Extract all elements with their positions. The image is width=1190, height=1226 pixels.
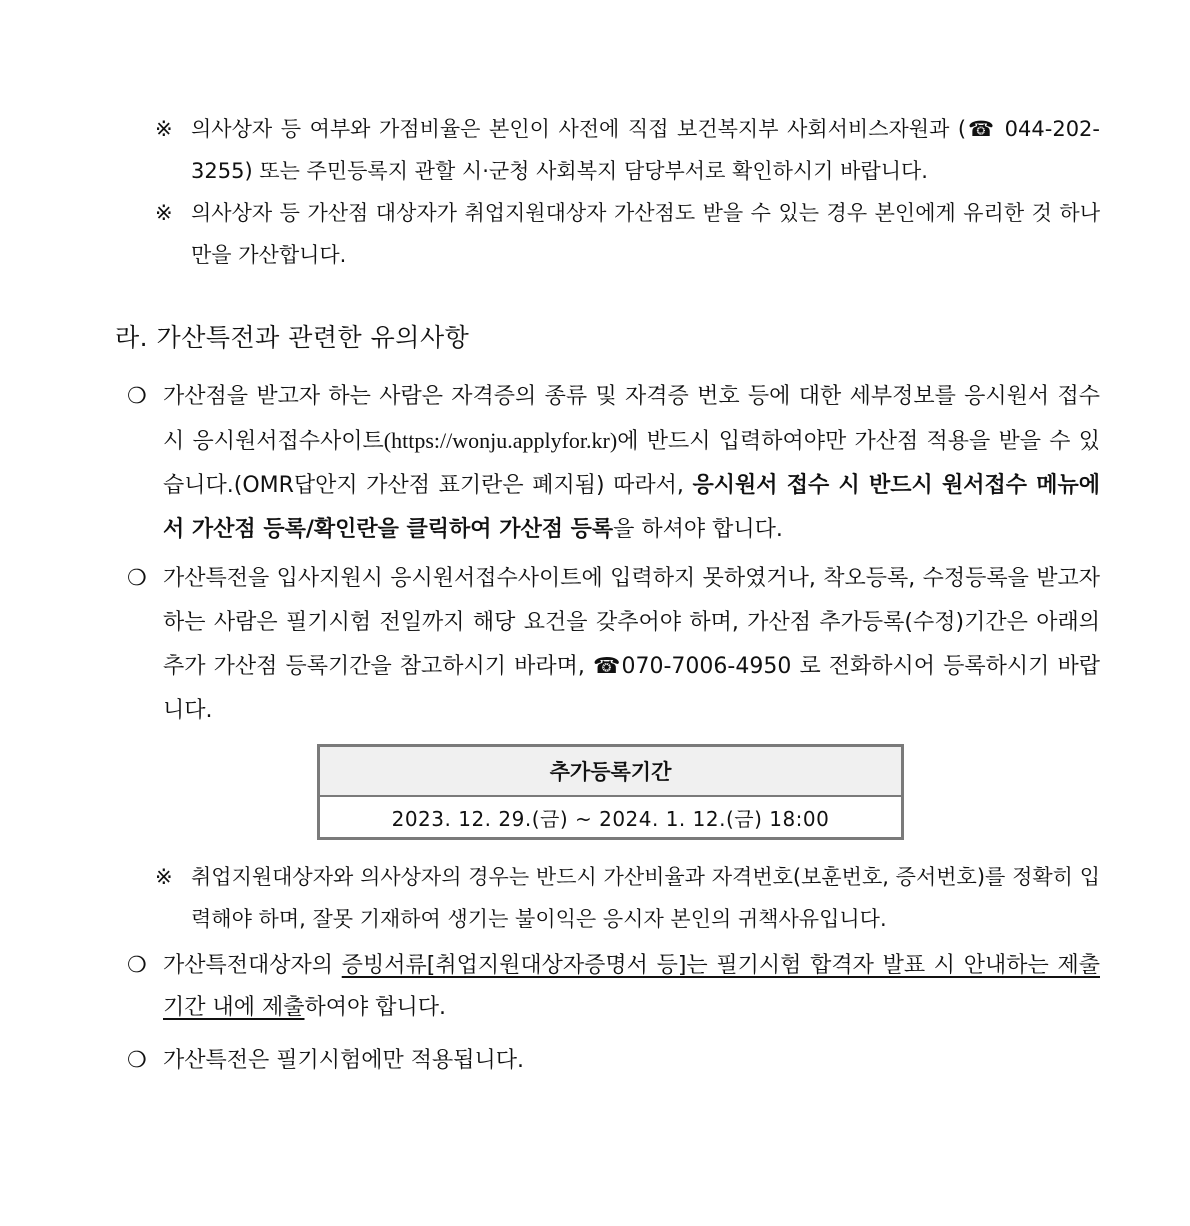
circle-bullet-icon: ❍ [127, 384, 147, 409]
bullet-additional-registration [127, 557, 1100, 733]
note-text: 의사상자 등 가산점 대상자가 취업지원대상자 가산점도 받을 수 있는 경우 본인에게 유리한 것 하나만을 가산합니다. [191, 201, 1100, 267]
bullet-text-part: 에 반드시 입력하여야만 가산점 적용을 받을 수 있습니다.(OMR답안지 가산점 표기란은 폐지됨) 따라서, [163, 429, 1101, 498]
registration-period-table [317, 744, 904, 840]
bullet-written-exam-only [127, 1040, 1100, 1082]
note-single-bonus [155, 192, 1100, 276]
emphasis-text: 응시원서 접수 시 반드시 원서접수 메뉴에서 가산점 등록/확인란을 클릭하여 가산점 등록 [163, 473, 1100, 542]
note-text: 취업지원대상자와 의사상자의 경우는 반드시 가산비율과 자격번호(보훈번호, 증서번호)를 정확히 입력해야 하며, 잘못 기재하여 생기는 불이익은 응시자 본인의 귀책사유입니다. [191, 865, 1100, 931]
bullet-text: 가산특전을 입사지원시 응시원서접수사이트에 입력하지 못하였거나, 착오등록, 수정등록을 받고자 하는 사람은 필기시험 전일까지 해당 요건을 갖추어야 하며, 가산점 추가등록(수정)기간은 아래의 추가 가산점 등록기간을 참고하시기 바라며, ☎070-7006-4950 로 전화하시어 등록하시기 바랍니다. [163, 566, 1100, 723]
bullet-online-registration [127, 375, 1100, 552]
bullet-text-part: 을 하셔야 합니다. [613, 517, 783, 542]
table-value: 2023. 12. 29.(금) ~ 2024. 1. 12.(금) 18:00 [391, 807, 830, 831]
circle-bullet-icon: ❍ [127, 1048, 147, 1073]
table-header: 추가등록기간 [320, 747, 901, 797]
bullet-text: 가산특전은 필기시험에만 적용됩니다. [163, 1048, 525, 1073]
circle-bullet-icon: ❍ [127, 953, 147, 978]
bullet-text-part: 가산점을 받고자 하는 사람은 자격증의 종류 및 자격증 번호 등에 대한 세부정보를 응시원서 접수시 응시원서접수사이트 [163, 384, 1100, 454]
reference-mark: ※ [155, 865, 173, 889]
note-text: 의사상자 등 여부와 가점비율은 본인이 사전에 직접 보건복지부 사회서비스자원과 (☎ 044-202-3255) 또는 주민등록지 관할 시·군청 사회복지 담당부서로 확인하시기 바랍니다. [191, 117, 1100, 183]
application-site-link[interactable]: (https://wonju.applyfor.kr) [383, 428, 618, 453]
bullet-text-part: 가산특전대상자의 [163, 953, 342, 978]
bullet-text-part: 하여야 합니다. [304, 995, 446, 1020]
reference-mark: ※ [155, 117, 173, 141]
note-veterans-ratio [155, 108, 1100, 192]
section-heading: 라. 가산특전과 관련한 유의사항 [115, 323, 470, 352]
underlined-text: 증빙서류[취업지원대상자증명서 등]는 필기시험 합격자 발표 시 안내하는 제출기간 내에 제출 [163, 953, 1100, 1020]
note-accuracy [155, 856, 1100, 940]
circle-bullet-icon: ❍ [127, 566, 147, 591]
bullet-text [163, 375, 1100, 552]
bullet-text [163, 945, 1100, 1029]
bullet-documents [127, 945, 1100, 1029]
reference-mark: ※ [155, 201, 173, 225]
